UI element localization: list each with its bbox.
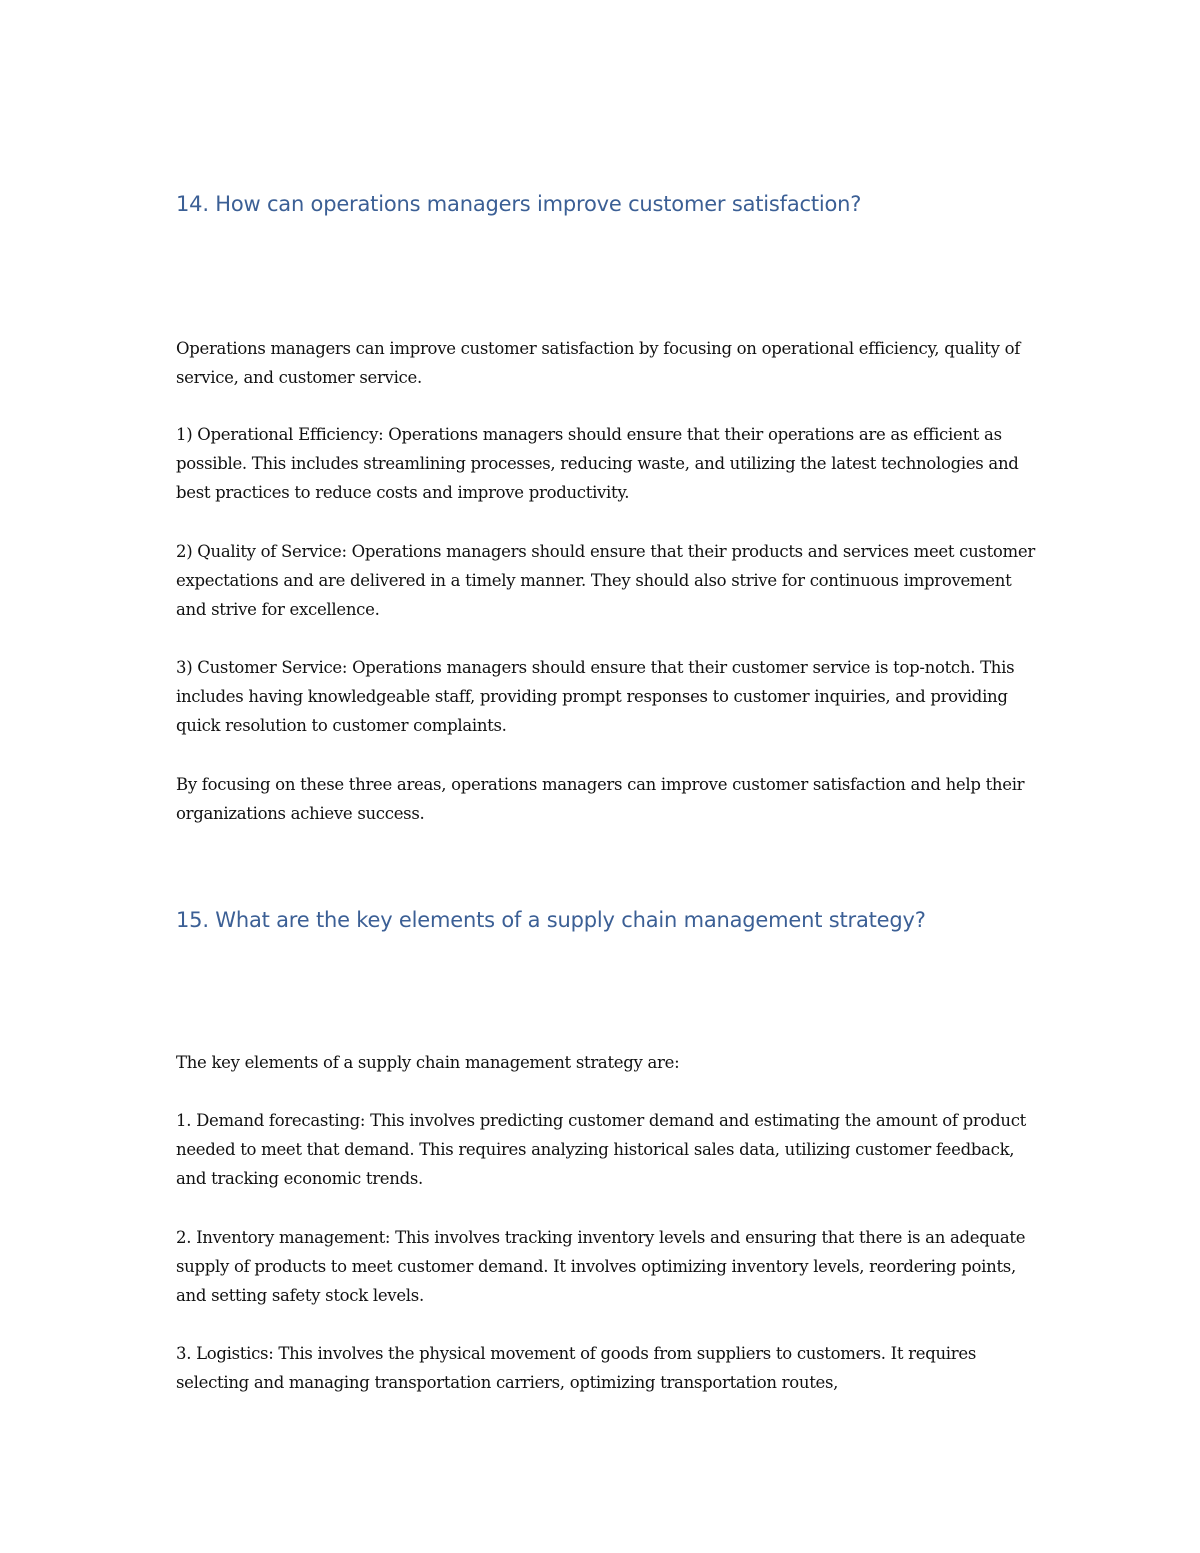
question-14-item-1: 1) Operational Efficiency: Operations managers should ensure that their operations are as efficient as possible. This includes streamlining processes, reducing waste, and utilizing the latest technologies and best practices to reduce costs and improve productivity. xyxy=(176,425,1019,502)
question-14-item-2: 2) Quality of Service: Operations managers should ensure that their products and services meet customer expectations and are delivered in a timely manner. They should also strive for continuous improvement and strive for excellence. xyxy=(176,542,1035,619)
question-15-item-2: 2. Inventory management: This involves tracking inventory levels and ensuring that there is an adequate supply of products to meet customer demand. It involves optimizing inventory levels, reordering points, and setting safety stock levels. xyxy=(176,1228,1026,1305)
question-15-intro: The key elements of a supply chain management strategy are: xyxy=(176,1053,680,1072)
question-14-item-3: 3) Customer Service: Operations managers should ensure that their customer service is top-notch. This includes having knowledgeable staff, providing prompt responses to customer inquiries, and providing quick resolution to customer complaints. xyxy=(176,658,1015,735)
question-15-item-3: 3. Logistics: This involves the physical movement of goods from suppliers to customers. It requires selecting and managing transportation carriers, optimizing transportation routes, xyxy=(176,1344,977,1392)
question-15-heading: 15. What are the key elements of a supply chain management strategy? xyxy=(176,908,926,932)
question-14-heading: 14. How can operations managers improve customer satisfaction? xyxy=(176,192,862,216)
question-15-item-1: 1. Demand forecasting: This involves predicting customer demand and estimating the amount of product needed to meet that demand. This requires analyzing historical sales data, utilizing customer feedback, and tracking economic trends. xyxy=(176,1111,1026,1188)
question-14-conclusion: By focusing on these three areas, operations managers can improve customer satisfaction and help their organizations achieve success. xyxy=(176,775,1025,823)
question-14-intro: Operations managers can improve customer satisfaction by focusing on operational efficiency, quality of service, and customer service. xyxy=(176,339,1021,387)
